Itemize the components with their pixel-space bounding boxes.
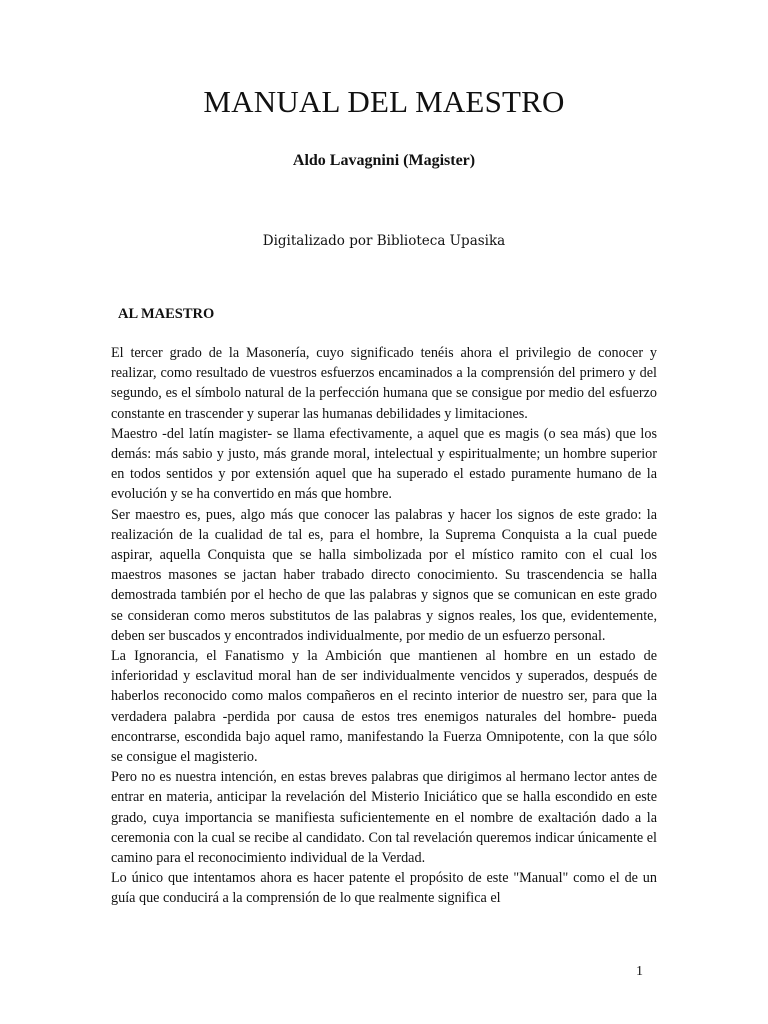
- paragraph: Lo único que intentamos ahora es hacer patente el propósito de este "Manual" como el de un guía que conducirá a la comprensión de lo que realmente significa el: [111, 870, 657, 907]
- paragraph: Pero no es nuestra intención, en estas breves palabras que dirigimos al hermano lector antes de entrar en materia, anticipar la revelación del Misterio Iniciático que se halla escondido en este grado, cuya importancia se manifiesta suficientemente en el nombre de exaltación dado a la ceremonia con la cual se recibe al candidato. Con tal revelación queremos indicar únicamente el camino para el reconocimiento individual de la Verdad.: [111, 769, 657, 867]
- paragraph: Ser maestro es, pues, algo más que conocer las palabras y hacer los signos de este grado: la realización de la cualidad de tal es, para el hombre, la Suprema Conquista a la cual puede aspirar, aquella Conquista que se halla simbolizada por el místico ramito con el cual los maestros masones se jactan haber trabado directo conocimiento. Su trascendencia se halla demostrada también por el hecho de que las palabras y signos que se comunican en este grado se consideran como meros substitutos de las palabras y signos reales, los que, evidentemente, deben ser buscados y encontrados individualmente, por medio de un esfuerzo personal.: [111, 506, 657, 644]
- paragraph: El tercer grado de la Masonería, cuyo significado tenéis ahora el privilegio de conocer y realizar, como resultado de vuestros esfuerzos encaminados a la comprensión del primero y del segundo, es el símbolo natural de la perfección humana que se consigue por medio del esfuerzo constante en trascender y superar las humanas debilidades y limitaciones.: [111, 345, 657, 422]
- author-line: Aldo Lavagnini (Magister): [292, 152, 476, 169]
- page-title: MANUAL DEL MAESTRO: [203, 84, 565, 119]
- digitized-credit: Digitalizado por Biblioteca Upasika: [262, 233, 506, 249]
- paragraph: Maestro -del latín magister- se llama efectivamente, a aquel que es magis (o sea más) que los demás: más sabio y justo, más grande moral, intelectual y espiritualmente; un hombre superior en todos sentidos y por extensión aquel que ha superado el estado puramente humano de la evolución y se ha convertido en más que hombre.: [111, 425, 657, 503]
- section-heading: AL MAESTRO: [118, 306, 215, 322]
- paragraph: La Ignorancia, el Fanatismo y la Ambición que mantienen al hombre en un estado de inferioridad y esclavitud moral han de ser individualmente vencidos y superados, después de haberlos reconocido como malos compañeros en el recinto interior de nuestro ser, para que la verdadera palabra -perdida por causa de estos tres enemigos naturales del hombre- pueda encontrarse, escondida bajo aquel ramo, manifestando la Fuerza Omnipotente, con la que sólo se consigue el magisterio.: [111, 648, 657, 766]
- page-number: 1: [636, 964, 643, 979]
- body-text: [111, 343, 657, 909]
